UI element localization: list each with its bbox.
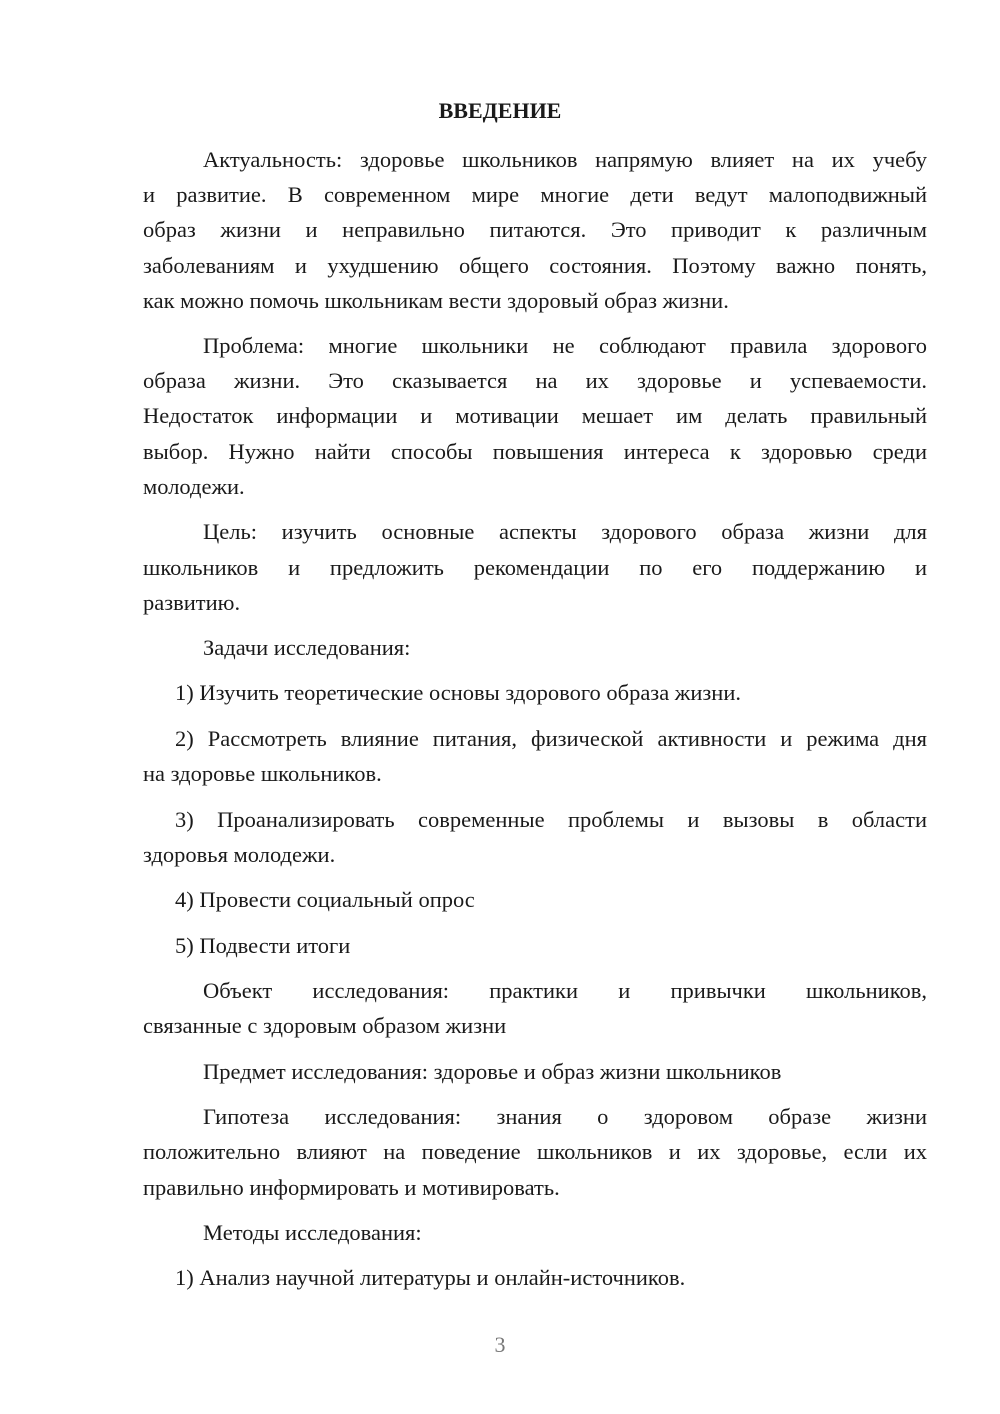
relevance-line-5: как можно помочь школьникам вести здоровый образ жизни. [143, 288, 729, 313]
task-item-5: 5) Подвести итоги [175, 933, 351, 958]
object-line-1: Объект исследования: практики и привычки школьников, [203, 978, 927, 1003]
relevance-line-3: образ жизни и неправильно питаются. Это приводит к различным [143, 217, 927, 242]
problem-line-3: Недостаток информации и мотивации мешает им делать правильный [143, 403, 927, 428]
goal-line-1: Цель: изучить основные аспекты здорового образа жизни для [203, 519, 927, 544]
methods-heading: Методы исследования: [203, 1220, 422, 1245]
tasks-heading: Задачи исследования: [203, 635, 411, 660]
task-item-1: 1) Изучить теоретические основы здорового образа жизни. [175, 680, 741, 705]
relevance-line-2: и развитие. В современном мире многие дети ведут малоподвижный [143, 182, 927, 207]
problem-line-5: молодежи. [143, 474, 245, 499]
problem-line-1: Проблема: многие школьники не соблюдают правила здорового [203, 333, 927, 358]
task-item-2-line-2: на здоровье школьников. [143, 761, 382, 786]
hypothesis-line-1: Гипотеза исследования: знания о здоровом образе жизни [203, 1104, 927, 1129]
method-item-1: 1) Анализ научной литературы и онлайн-источников. [175, 1265, 686, 1290]
goal-line-2: школьников и предложить рекомендации по его поддержанию и [143, 555, 927, 580]
hypothesis-line-2: положительно влияют на поведение школьников и их здоровье, если их [143, 1139, 927, 1164]
object-line-2: связанные с здоровым образом жизни [143, 1013, 507, 1038]
page-title: ВВЕДЕНИЕ [438, 98, 562, 123]
subject-line: Предмет исследования: здоровье и образ жизни школьников [203, 1059, 782, 1084]
task-item-3-line-1: 3) Проанализировать современные проблемы и вызовы в области [175, 807, 927, 832]
goal-line-3: развитию. [143, 590, 241, 615]
task-item-4: 4) Провести социальный опрос [175, 887, 475, 912]
relevance-line-4: заболеваниям и ухудшению общего состояния. Поэтому важно понять, [143, 253, 927, 278]
page-number: 3 [494, 1332, 506, 1357]
relevance-line-1: Актуальность: здоровье школьников напрямую влияет на их учебу [203, 147, 927, 172]
task-item-3-line-2: здоровья молодежи. [143, 842, 336, 867]
hypothesis-line-3: правильно информировать и мотивировать. [143, 1175, 560, 1200]
problem-line-2: образа жизни. Это сказывается на их здоровье и успеваемости. [143, 368, 927, 393]
task-item-2-line-1: 2) Рассмотреть влияние питания, физической активности и режима дня [175, 726, 927, 751]
problem-line-4: выбор. Нужно найти способы повышения интереса к здоровью среди [143, 439, 927, 464]
